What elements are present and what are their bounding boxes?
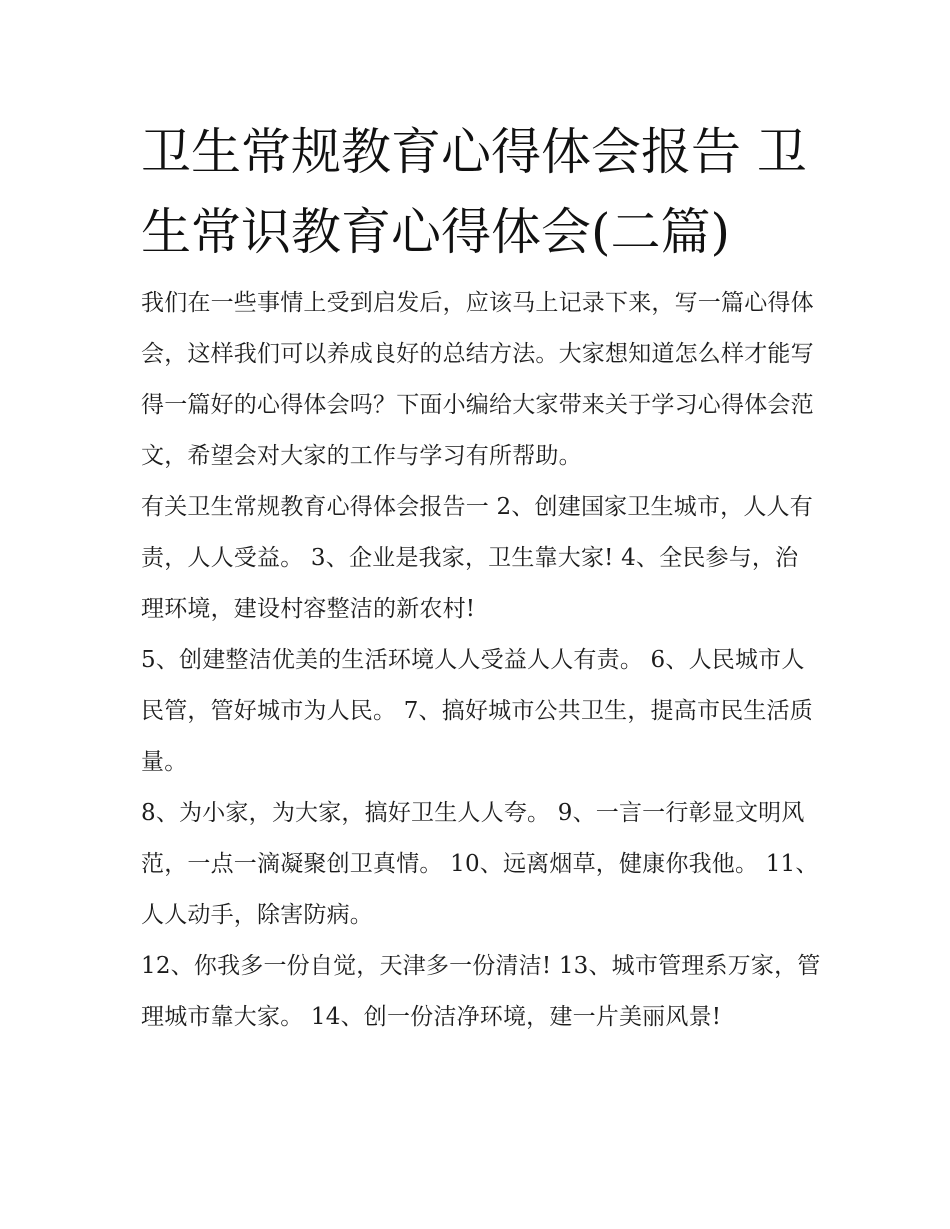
paragraph-intro: 我们在一些事情上受到启发后，应该马上记录下来，写一篇心得体会，这样我们可以养成良好的总结方法。大家想知道怎么样才能写得一篇好的心得体会吗？下面小编给大家带来关于学习心得体会范文，希望会对大家的工作与学习有所帮助。 (141, 290, 814, 469)
document-title: 卫生常规教育心得体会报告 卫生常识教育心得体会(二篇) (141, 123, 807, 261)
paragraph-slogans-4: 12、你我多一份自觉，天津多一份清洁! 13、城市管理系万家，管理城市靠大家。 14、创一份洁净环境，建一片美丽风景! (141, 953, 821, 1030)
paragraph-slogans-2: 5、创建整洁优美的生活环境人人受益人人有责。 6、人民城市人民管，管好城市为人民。 7、搞好城市公共卫生，提高市民生活质量。 (141, 647, 813, 775)
paragraph-slogans-3: 8、为小家，为大家，搞好卫生人人夸。 9、一言一行彰显文明风范，一点一滴凝聚创卫真情。 10、远离烟草，健康你我他。 11、人人动手，除害防病。 (141, 800, 819, 928)
document-content (141, 112, 821, 1043)
paragraph-slogans-1: 有关卫生常规教育心得体会报告一 2、创建国家卫生城市，人人有责，人人受益。 3、企业是我家，卫生靠大家! 4、全民参与，治理环境，建设村容整洁的新农村! (141, 494, 813, 622)
